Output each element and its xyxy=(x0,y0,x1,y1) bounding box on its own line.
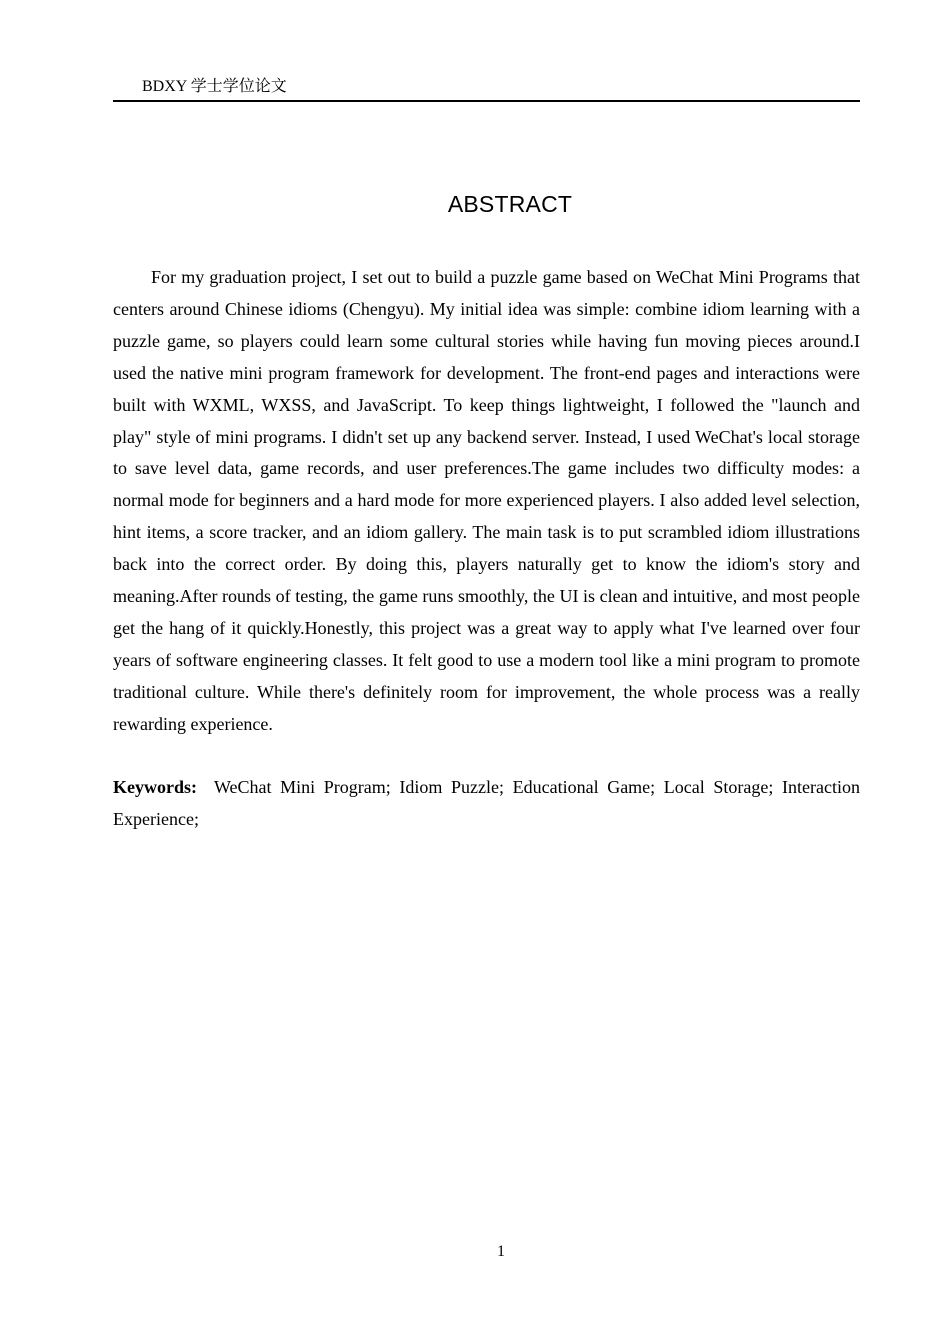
keywords-label: Keywords: xyxy=(113,777,197,797)
keywords-line xyxy=(113,772,860,836)
abstract-title: ABSTRACT xyxy=(447,191,573,217)
page-number: 1 xyxy=(497,1243,505,1260)
keywords-list: WeChat Mini Program; Idiom Puzzle; Educational Game; Local Storage; Interaction Experience; xyxy=(113,777,860,829)
header-rule xyxy=(113,100,860,102)
running-header: BDXY 学士学位论文 xyxy=(142,78,287,95)
abstract-body: For my graduation project, I set out to build a puzzle game based on WeChat Mini Programs that centers around Chinese idioms (Chengyu). My initial idea was simple: combine idiom learning with a puzzle game, so players could learn some cultural stories while having fun moving pieces around.I used the native mini program framework for development. The front-end pages and interactions were built with WXML, WXSS, and JavaScript. To keep things lightweight, I followed the "launch and play" style of mini programs. I didn't set up any backend server. Instead, I used WeChat's local storage to save level data, game records, and user preferences.The game includes two difficulty modes: a normal mode for beginners and a hard mode for more experienced players. I also added level selection, hint items, a score tracker, and an idiom gallery. The main task is to put scrambled idiom illustrations back into the correct order. By doing this, players naturally get to know the idiom's story and meaning.After rounds of testing, the game runs smoothly, the UI is clean and intuitive, and most people get the hang of it quickly.Honestly, this project was a great way to apply what I've learned over four years of software engineering classes. It felt good to use a modern tool like a mini program to promote traditional culture. While there's definitely room for improvement, the whole process was a really rewarding experience. xyxy=(113,267,860,734)
